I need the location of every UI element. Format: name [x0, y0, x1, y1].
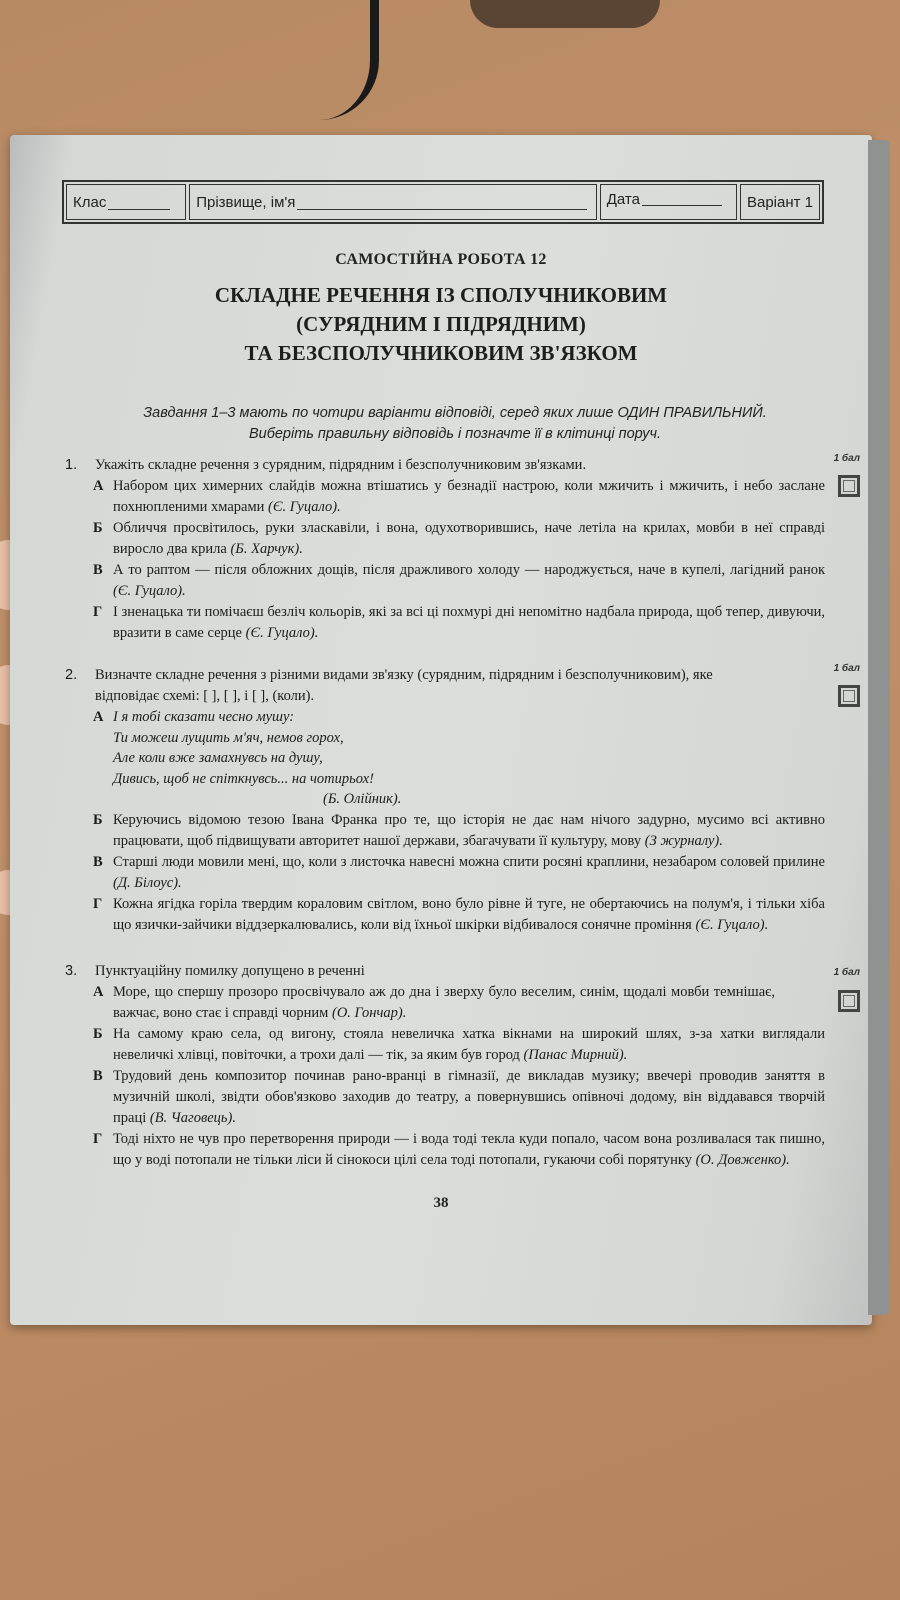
- variant-label: Варіант 1: [746, 193, 813, 211]
- task-number: 2.: [65, 667, 78, 683]
- option-v[interactable]: В А то раптом — після обложних дощів, після дражливого холоду — народжується, наче в купелі, лагідний ранок (Є. Гуцало).: [93, 562, 825, 599]
- student-info-header: [62, 180, 824, 224]
- task-1-score: 1 бал: [833, 453, 860, 464]
- poem: І я тобі сказати чесно мушу: Ти можеш лущить м'яч, немов горох, Але коли вже замахнувсь на душу, Дивись, щоб не спіткнувсь... на чотирьох!: [113, 709, 374, 787]
- variant-cell: [740, 184, 820, 220]
- date-field[interactable]: [600, 184, 737, 220]
- name-label: Прізвище, ім'я: [196, 193, 296, 211]
- option-a[interactable]: А Море, що спершу прозоро просвічувало аж до дна і зверху було веселим, синім, щодалі мовби темнішає, важчає, воно стає і справді чорним (О. Гончар).: [93, 984, 775, 1021]
- task-number: 1.: [65, 457, 78, 473]
- work-number: САМОСТІЙНА РОБОТА 12: [335, 251, 547, 268]
- task-2-score: 1 бал: [833, 663, 860, 674]
- option-h[interactable]: Г І зненацька ти помічаєш безліч кольорів, які за всі ці похмурі дні непомітно надбала природа, щоб тепер, дивуючи, вразити в саме серце (Є. Гуцало).: [93, 604, 825, 641]
- option-h[interactable]: Г Тоді ніхто не чув про перетворення природи — і вода тоді текла куди попало, часом вона розливалася так пишно, що у воді потопали не тільки ліси й сінокоси цілі села тоді потопали, гукаючи собі порятунку (О. Довженко).: [93, 1131, 825, 1168]
- task-1-answer-box[interactable]: [838, 475, 860, 497]
- name-field[interactable]: [189, 184, 597, 220]
- task-3-score: 1 бал: [833, 967, 860, 978]
- option-b[interactable]: Б Керуючись відомою тезою Івана Франка про те, що історія не дає нам нічого задурно, мусимо всі активно працювати, щоб підвищувати авторитет нашої держави, збагачувати її культуру, мову (З журналу).: [93, 812, 825, 849]
- background-object: [470, 0, 660, 28]
- date-label: Дата: [606, 191, 640, 208]
- option-h[interactable]: Г Кожна ягідка горіла твердим кораловим світлом, воно було рівне й туге, не обертаючись на полум'я, і тільки хіба що язички-зайчики віддзеркалювались, коли від їхньої шкірки відбивалося сонячне проміння (Є. Гуцало).: [93, 896, 825, 933]
- page-number: 38: [433, 1195, 449, 1211]
- task-2: [65, 665, 825, 936]
- cable: [280, 0, 379, 120]
- task-3: [65, 961, 825, 1171]
- page-title: СКЛАДНЕ РЕЧЕННЯ ІЗ СПОЛУЧНИКОВИМ (СУРЯДНИМ І ПІДРЯДНИМ) ТА БЕЗСПОЛУЧНИКОВИМ ЗВ'ЯЗКОМ: [214, 283, 668, 365]
- option-a[interactable]: А І я тобі сказати чесно мушу: Ти можеш лущить м'яч, немов горох, Але коли вже замахнувсь на душу, Дивись, щоб не спіткнувсь... на чотирьох! (Б. Олійник).: [93, 707, 825, 810]
- instructions: Завдання 1–3 мають по чотири варіанти відповіді, серед яких лише ОДИН ПРАВИЛЬНИЙ. Виберіть правильну відповідь і позначте її в клітинці поруч.: [143, 405, 767, 442]
- task-question: Укажіть складне речення з сурядним, підрядним і безсполучниковим зв'язками.: [95, 457, 587, 473]
- poem-author: (Б. Олійник).: [323, 791, 402, 807]
- option-b[interactable]: Б На самому краю села, од вигону, стояла невеличка хатка вікнами на широкий шлях, з-за хатки виглядали невеличкі хлівці, повіточки, а трохи далі — тік, за яким був город (Панас Мирний).: [93, 1026, 825, 1063]
- class-label: Клас: [73, 193, 107, 211]
- worksheet-page: [10, 135, 872, 1325]
- option-b[interactable]: Б Обличчя просвітилось, руки злаcкавіли, і вона, одухотворившись, наче летіла на крилах, мовби в неї справді виросло два крила (Б. Харчук).: [93, 520, 825, 557]
- class-field[interactable]: [66, 184, 186, 220]
- option-a[interactable]: А Набором цих химерних слайдів можна втішатись у безнадії настрою, коли мжичить і мжичить, і небо заслане похнюпленими хмарами (Є. Гуцало).: [93, 478, 825, 515]
- task-1: [65, 455, 825, 644]
- task-2-answer-box[interactable]: [838, 685, 860, 707]
- task-3-answer-box[interactable]: [838, 990, 860, 1012]
- task-question: Пунктуаційну помилку допущено в реченні: [95, 963, 365, 979]
- task-question: Визначте складне речення з різними видами зв'язку (сурядним, підрядним і безсполучниковим), яке відповідає схемі: [ ], [ ], і [ ], (коли).: [95, 667, 713, 704]
- option-v[interactable]: В Трудовий день композитор починав рано-вранці в гімназії, де викладав музику; ввечері проводив заняття в музичній школі, звідти обов'язково заходив до театру, а повернувшись опівночі додому, він віддавався творчій праці (В. Чаговець).: [93, 1068, 825, 1126]
- option-v[interactable]: В Старші люди мовили мені, що, коли з листочка навесні можна спити росяні краплини, незабаром соловей прилине (Д. Білоус).: [93, 854, 825, 891]
- task-number: 3.: [65, 963, 78, 979]
